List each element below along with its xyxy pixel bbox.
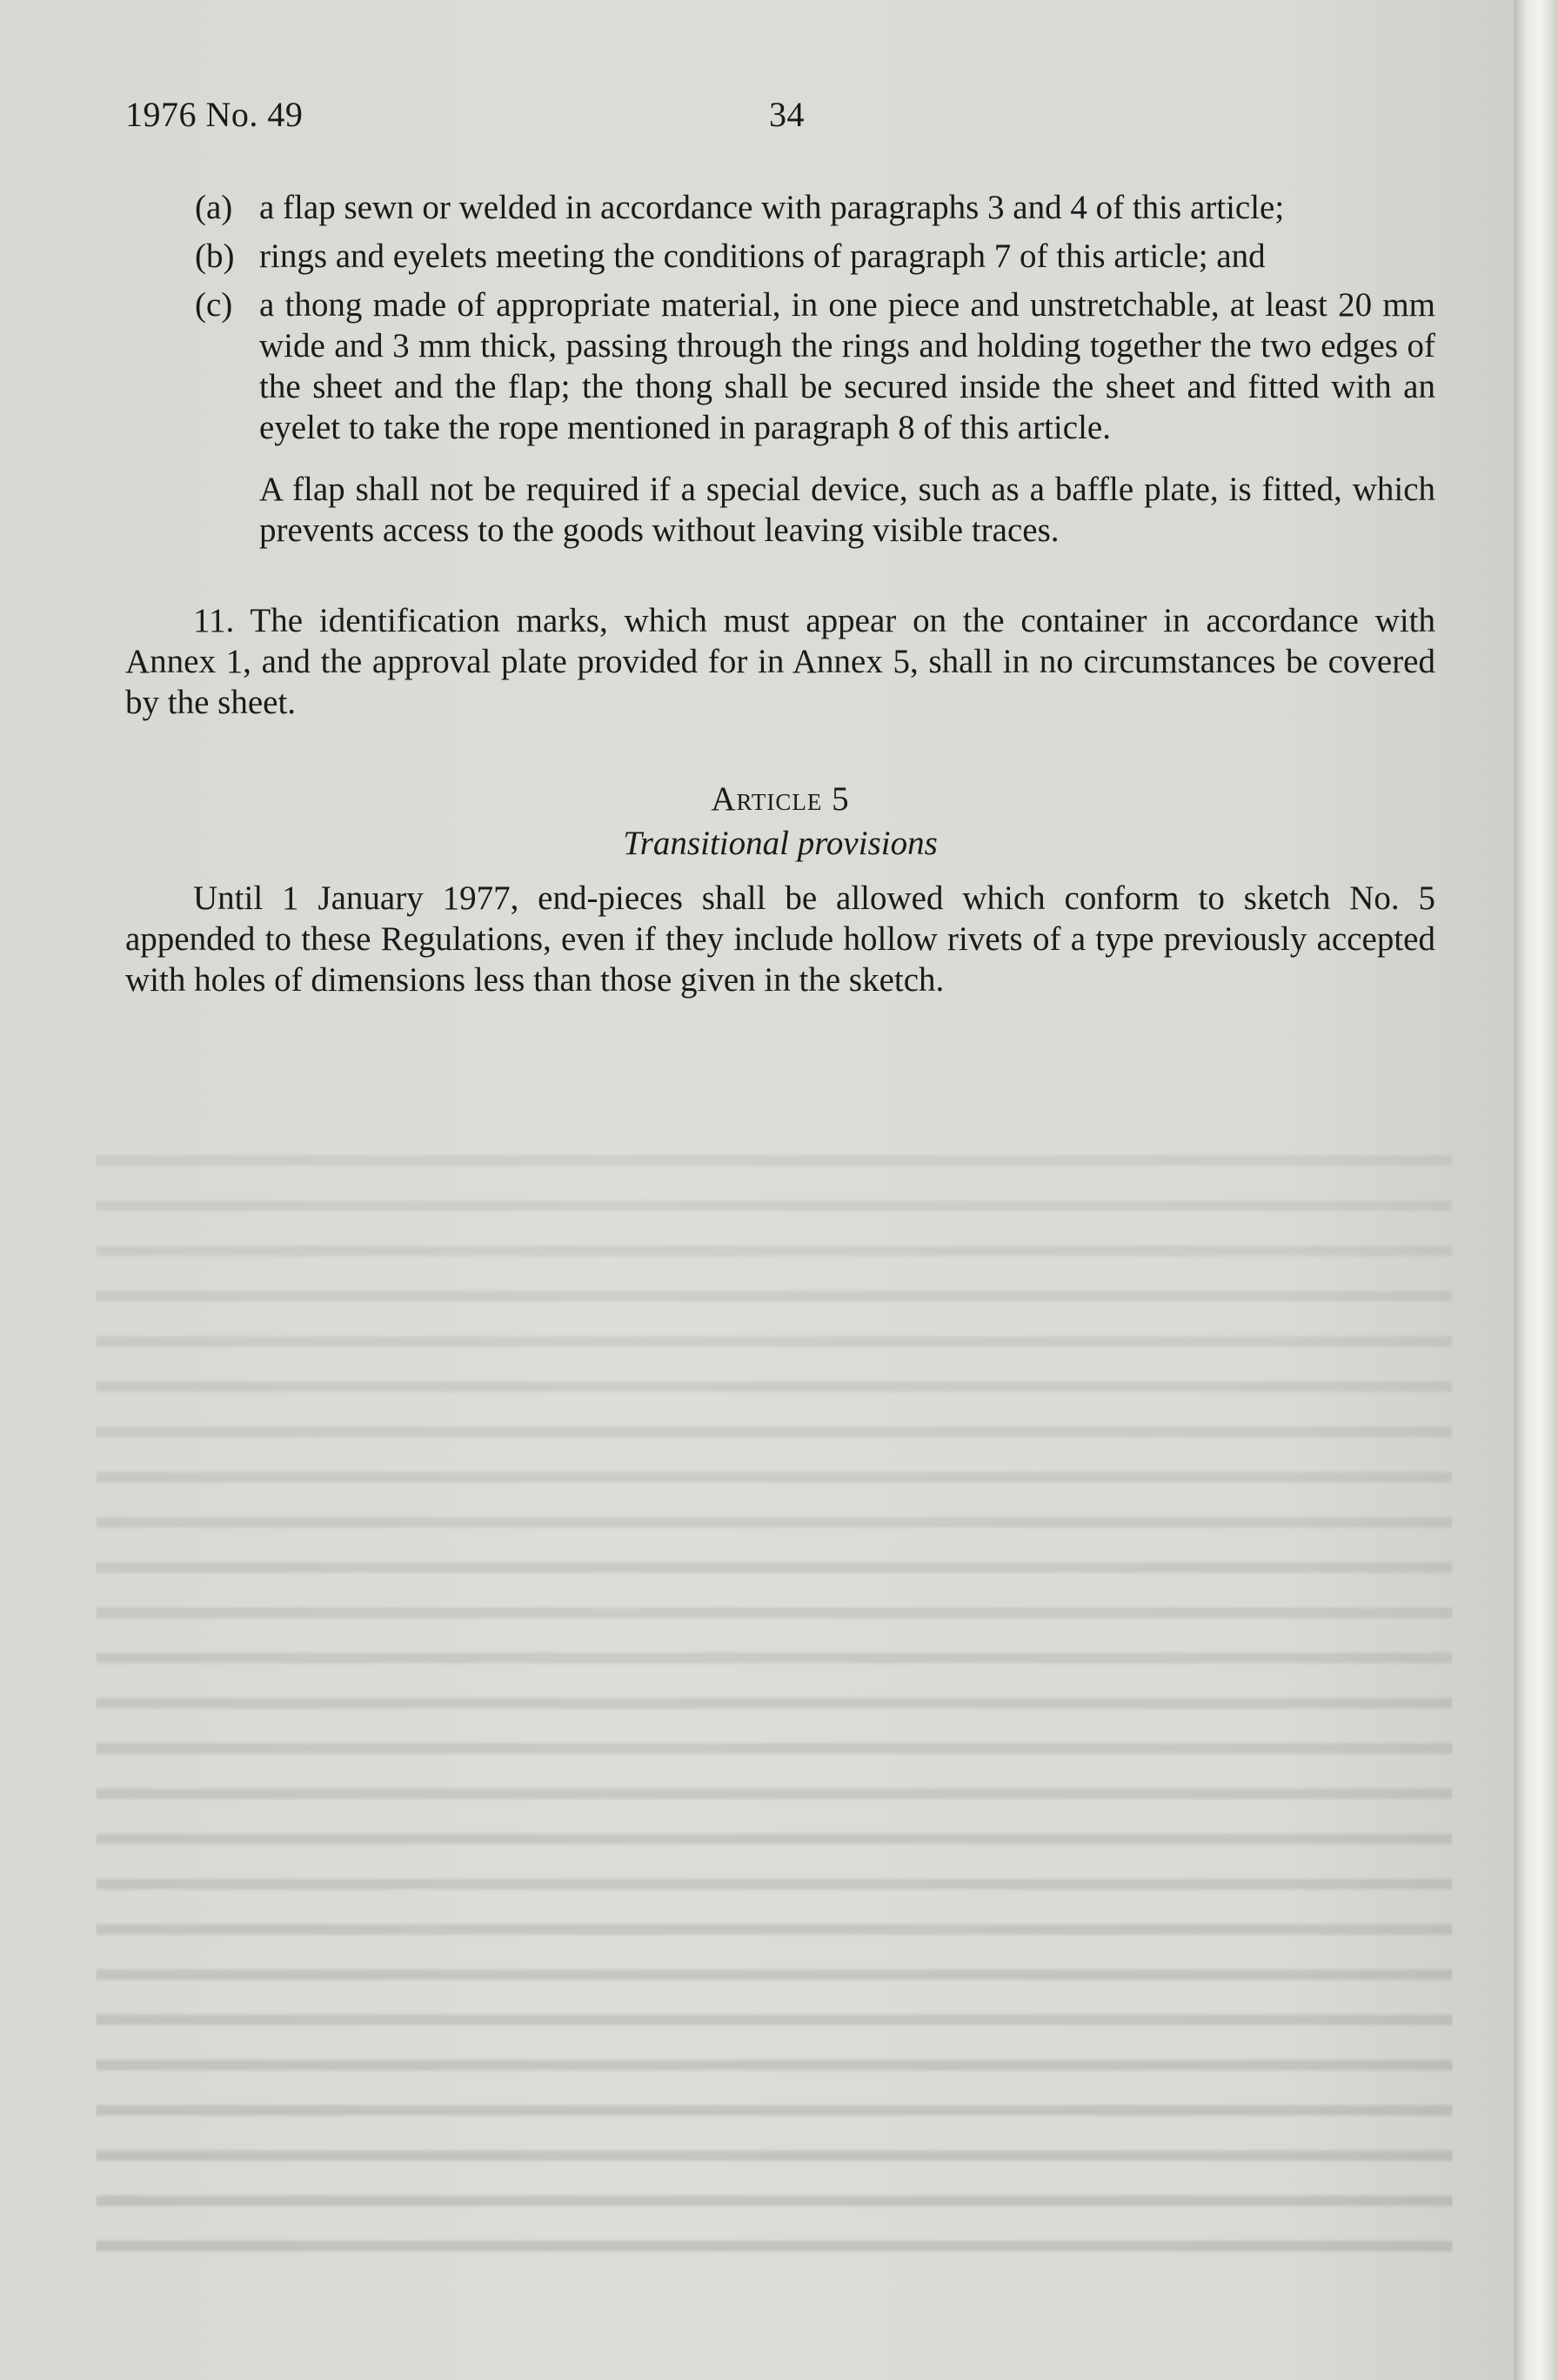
article-heading — [125, 779, 1435, 819]
page-edge-binding — [1514, 0, 1558, 2380]
flap-note-paragraph: A flap shall not be required if a special device, such as a baffle plate, is fitted, which prevents access to the goods without leaving visible traces. — [259, 471, 1435, 549]
show-through-texture — [96, 1131, 1453, 2262]
page-body — [125, 187, 1435, 1000]
paragraph-11: 11. The identification marks, which must appear on the container in accordance with Annex 1, and the approval plate provided for in Annex 5, shall in no circumstances be covered by the sheet. — [125, 602, 1435, 721]
page-header — [125, 94, 805, 135]
transitional-provisions-paragraph: Until 1 January 1977, end-pieces shall be allowed which conform to sketch No. 5 appended to these Regulations, even if they include hollow rivets of a type previously accepted with holes of dimensions less than those given in the sketch. — [125, 879, 1435, 999]
list-item-b — [125, 236, 1435, 277]
list-item-text: rings and eyelets meeting the conditions of paragraph 7 of this article; and — [259, 237, 1266, 275]
list-marker: (a) — [195, 189, 233, 226]
page-number: 34 — [769, 95, 805, 134]
list-item-c — [125, 284, 1435, 448]
list-marker: (b) — [195, 237, 235, 275]
list-marker: (c) — [195, 286, 233, 324]
list-item-a — [125, 187, 1435, 228]
list-item-text: a thong made of appropriate material, in one piece and unstretchable, at least 20 mm wide and 3 mm thick, passing through the rings and holding together the two edges of the sheet and the flap; the thong shall be secured inside the sheet and fitted with an eyelet to take the rope mentioned in paragraph 8 of this article. — [259, 286, 1435, 446]
list-item-text: a flap sewn or welded in accordance with paragraphs 3 and 4 of this article; — [259, 189, 1285, 226]
article-heading-text: Article 5 — [711, 780, 850, 818]
article-title: Transitional provisions — [623, 825, 938, 862]
header-year-number: 1976 No. 49 — [125, 95, 304, 134]
